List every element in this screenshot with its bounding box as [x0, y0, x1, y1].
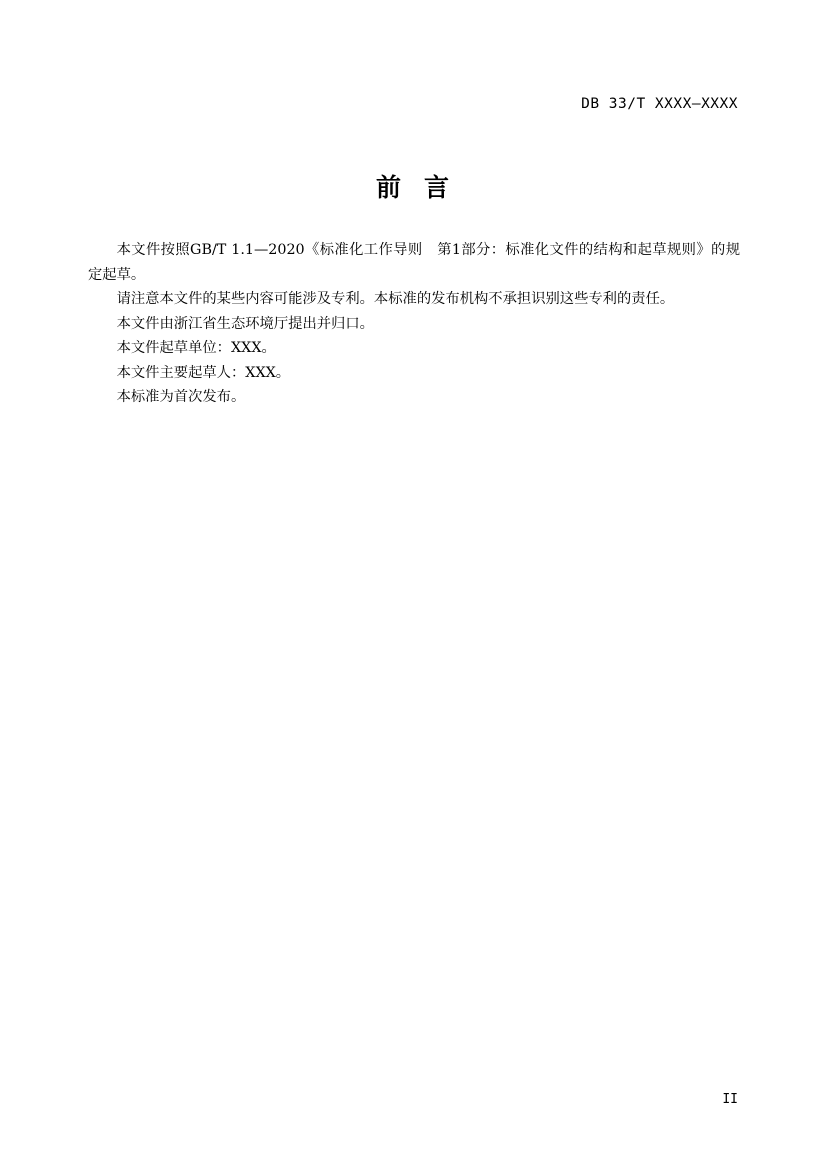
- page-number: II: [722, 1092, 738, 1107]
- foreword-paragraph-5: 本文件主要起草人：XXX。: [116, 364, 291, 381]
- page-header-standard-code: DB 33/T XXXX—XXXX: [581, 96, 738, 112]
- foreword-paragraph-1: 本文件按照GB/T 1.1—2020《标准化工作导则 第1部分：标准化文件的结构和起草规则》的规定起草。: [88, 242, 740, 283]
- foreword-paragraph-6: 本标准为首次发布。: [116, 389, 246, 405]
- page-title-char-2: 言: [424, 173, 451, 202]
- foreword-paragraph-4: 本文件起草单位：XXX。: [116, 340, 276, 356]
- page-title: [0, 168, 826, 204]
- page-title-char-1: 前: [375, 173, 402, 202]
- foreword-paragraph-2: 请注意本文件的某些内容可能涉及专利。本标准的发布机构不承担识别这些专利的责任。: [116, 291, 675, 307]
- foreword-body: [88, 238, 740, 410]
- foreword-paragraph-3: 本文件由浙江省生态环境厅提出并归口。: [116, 315, 374, 332]
